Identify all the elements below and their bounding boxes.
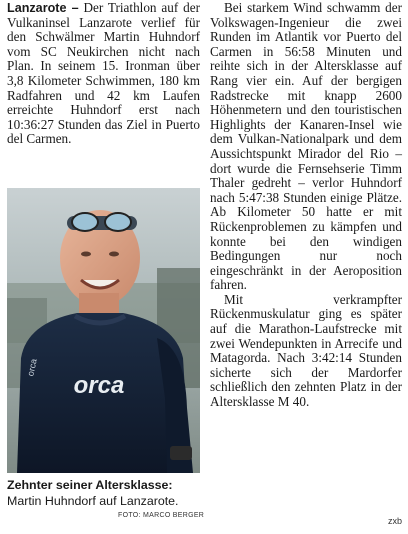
caption-title: Zehnter seiner Altersklasse:	[7, 478, 173, 492]
article-paragraph-1: Bei starkem Wind schwamm der Volkswagen-Ingenieur die zwei Runden im Atlantik vor Puerto del Carmen in 56:58 Minuten und reihte sich in der Altersklasse auf Rang vier ein. Auf der bergigen Radstrecke mit knapp 2600 Höhenmetern und den touristischen Highlights der Kanaren-Insel wie dem Vulkan-Nationalpark und dem Aussichtspunkt Mirador del Rio – dort wurde die Fernsehserie Timm Thaler gedreht – verlor Huhndorf nach 5:47:38 Stunden einige Plätze. Ab Kilometer 50 hatte er mit Rückenproblemen zu kämpfen und konnte bei den windigen Bedingungen nur noch eingeschränkt in der Aeroposition fahren.	[210, 0, 402, 293]
athlete-photo	[7, 188, 200, 473]
wetsuit-logo: orca	[73, 372, 125, 399]
photo-credit: FOTO: MARCO BERGER	[118, 512, 205, 519]
author-initials: zxb	[387, 516, 402, 526]
dateline: Lanzarote –	[7, 1, 79, 15]
right-column	[210, 0, 402, 410]
caption-text: Martin Huhndorf auf Lanzarote.	[7, 493, 179, 508]
article-intro-paragraph	[7, 0, 200, 147]
left-column	[7, 0, 200, 147]
article-paragraph-2: Mit verkrampfter Rückenmuskulatur ging es später auf die Marathon-Laufstrecke mit zwei Wendepunkten in Arrecife und Matagorda. Nach 3:42:14 Stunden sicherte sich der Mardorfer schließlich den zehnten Platz in der Altersklasse M 40.	[210, 291, 402, 410]
intro-text: Der Triathlon auf der Vulkaninsel Lanzarote verlief für den Schwälmer Martin Huhndorf vom SC Neukirchen nicht nach Plan. In seinem 15. Ironman über 3,8 Kilometer Schwimmen, 180 km Radfahren und 42 km Laufen erreichte Huhndorf erst nach 10:36:27 Stunden das Ziel in Puerto del Carmen.	[7, 0, 200, 147]
sleeve-logo: orca	[25, 357, 39, 377]
photo-caption	[7, 478, 207, 509]
